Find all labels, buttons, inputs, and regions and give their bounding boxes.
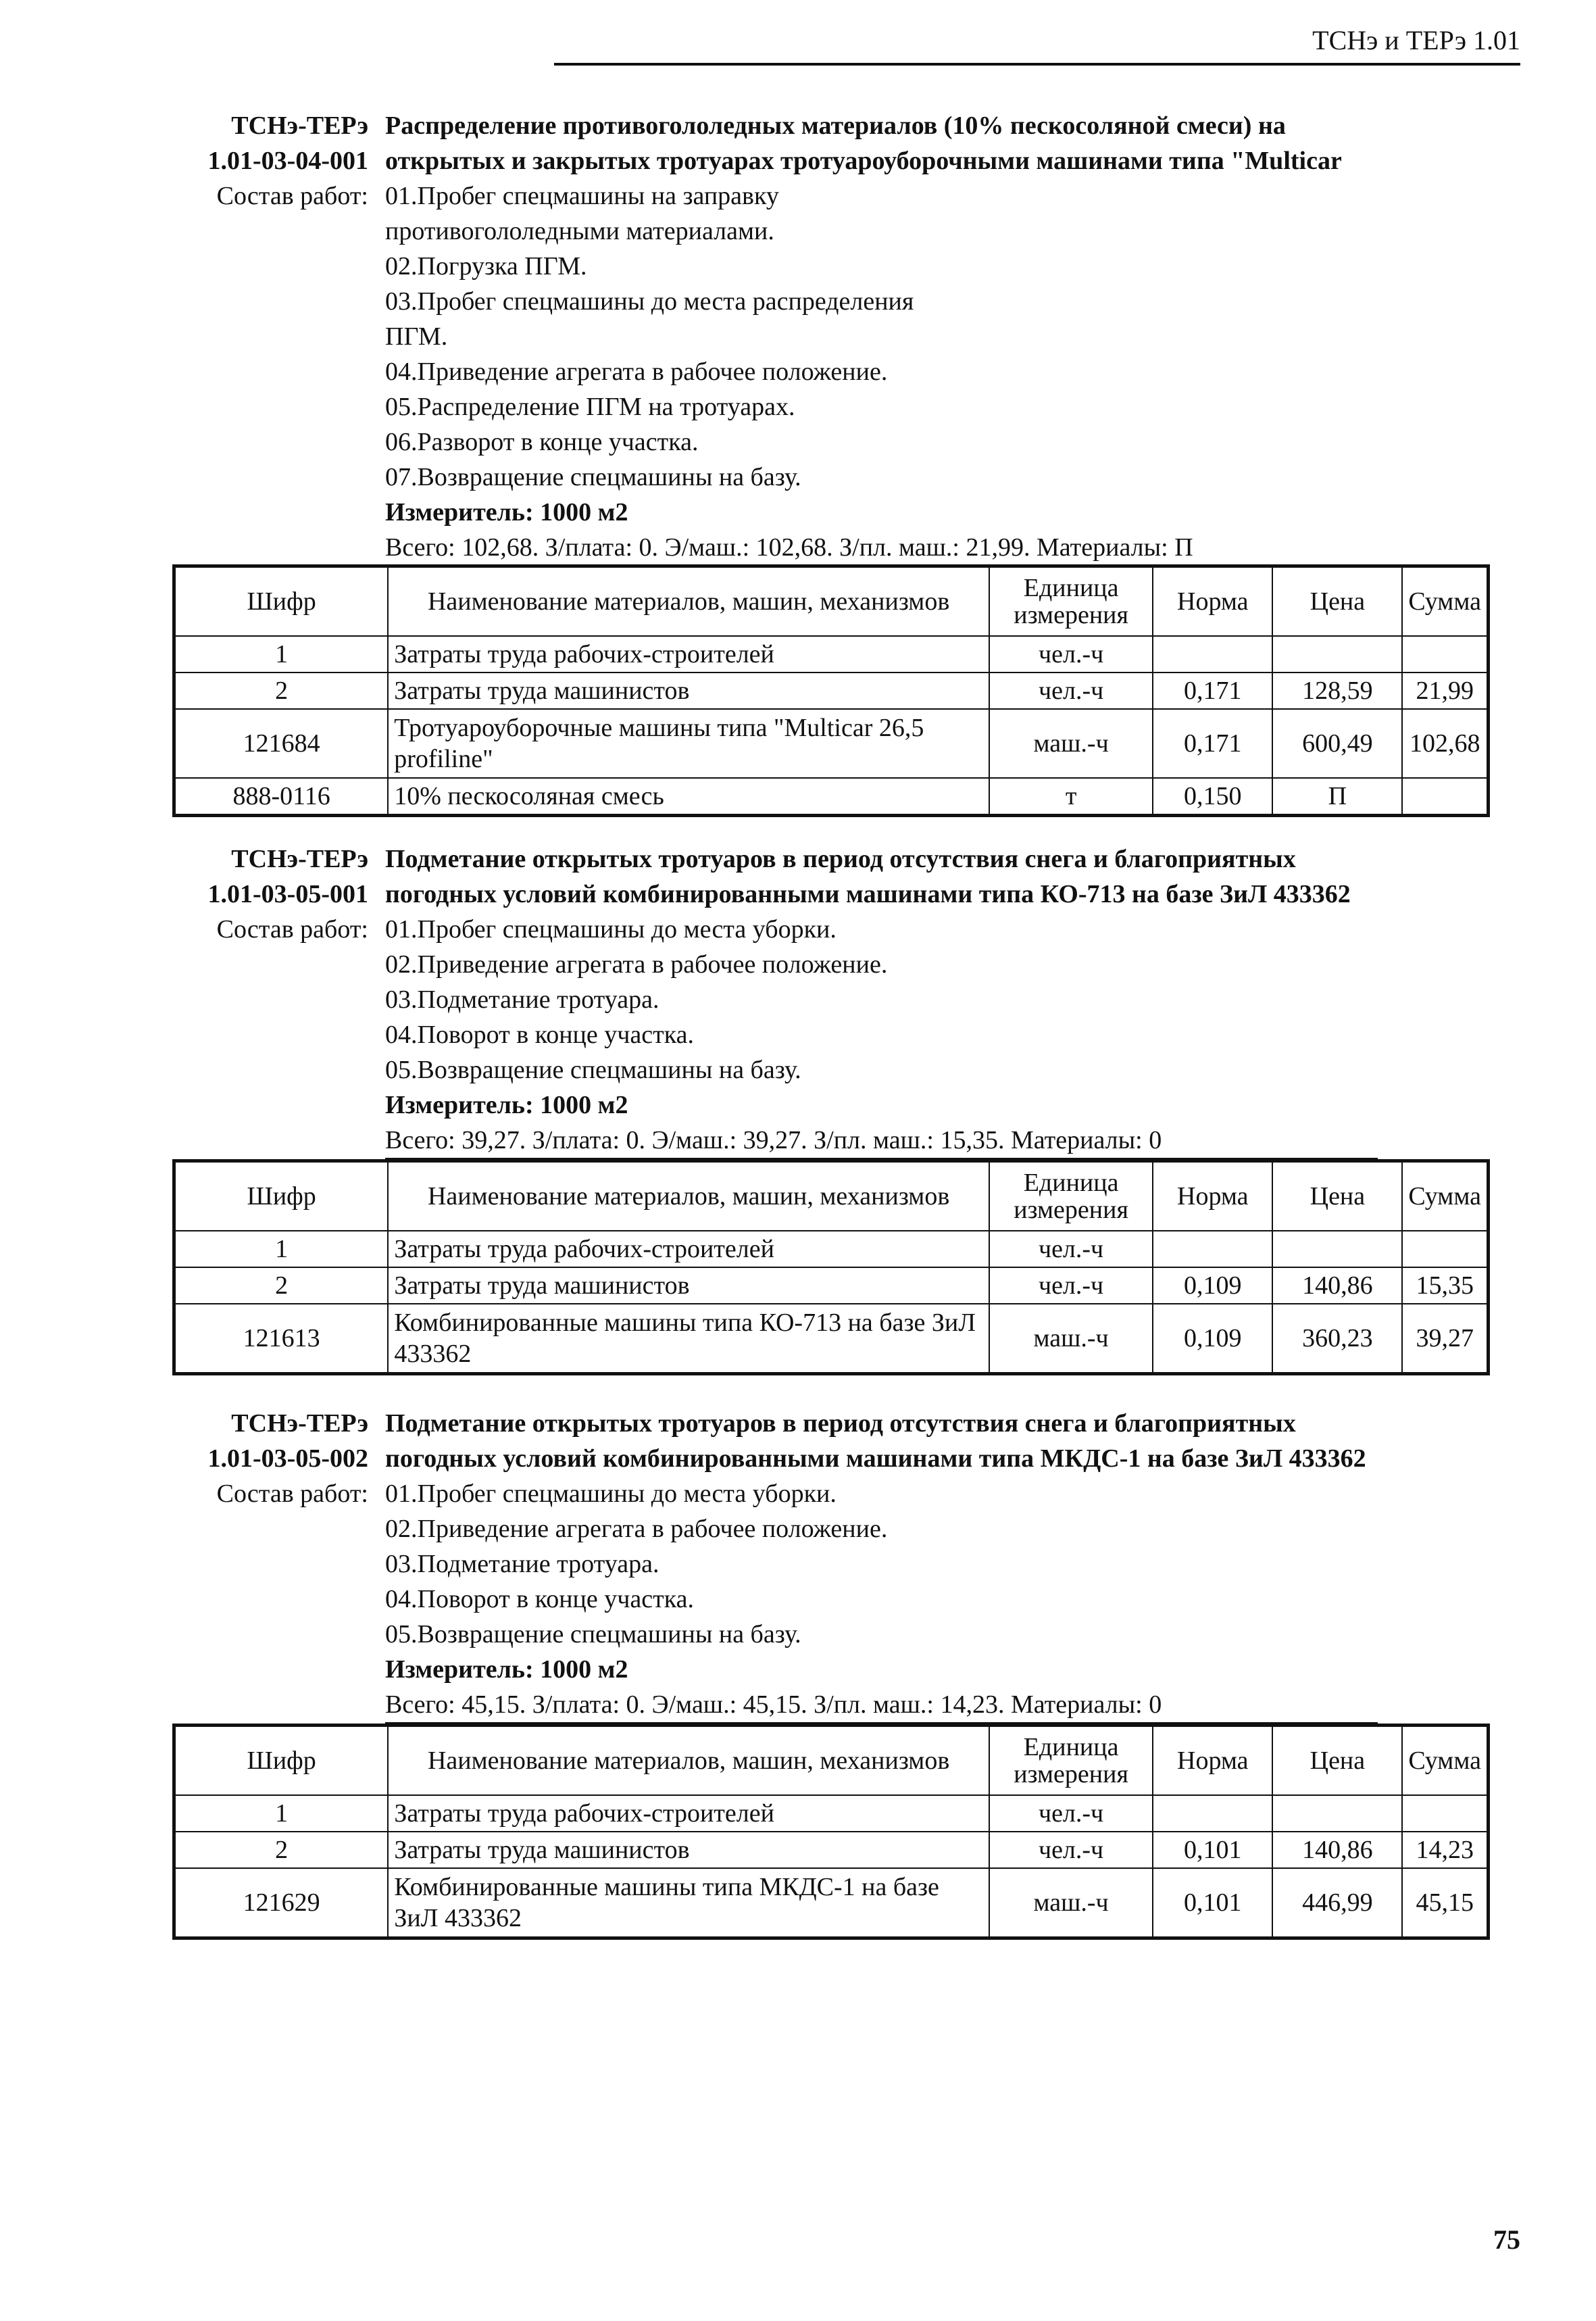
- table-header-row: [174, 1161, 1489, 1231]
- norm-title-line: Распределение противогололедных материалов (10% пескосоляной смеси) на: [385, 112, 1286, 140]
- cell-sum: [1402, 1795, 1488, 1832]
- cell-name: Затраты труда машинистов: [388, 1267, 989, 1304]
- cell-sum: 21,99: [1402, 673, 1488, 709]
- cell-unit: чел.-ч: [989, 673, 1153, 709]
- work-item: 04.Поворот в конце участка.: [385, 1021, 694, 1049]
- page-number: 75: [1493, 2224, 1520, 2255]
- cell-code: 888-0116: [174, 778, 389, 816]
- cost-summary: Всего: 39,27. З/плата: 0. Э/маш.: 39,27. З/пл. маш.: 15,35. Материалы: 0: [385, 1123, 1378, 1159]
- norm-description: [385, 108, 1480, 566]
- table-row: [174, 1868, 1489, 1938]
- cell-norm: 0,109: [1153, 1267, 1272, 1304]
- table-row: [174, 1304, 1489, 1374]
- norm-code-block: [0, 1406, 368, 1511]
- norm-description: [385, 841, 1480, 1159]
- measure-unit: Измеритель: 1000 м2: [385, 1655, 628, 1684]
- table-row: [174, 1832, 1489, 1868]
- col-header-name: Наименование материалов, машин, механизмов: [388, 1161, 989, 1231]
- table-row: [174, 636, 1489, 673]
- work-item: 04.Поворот в конце участка.: [385, 1585, 694, 1613]
- cell-price: 128,59: [1272, 673, 1402, 709]
- cell-price: 360,23: [1272, 1304, 1402, 1374]
- col-header-norm: Норма: [1153, 1726, 1272, 1796]
- norm-description: [385, 1406, 1480, 1724]
- work-item: 05.Возвращение спецмашины на базу.: [385, 1056, 801, 1084]
- composition-label: Состав работ:: [216, 1480, 368, 1508]
- col-header-norm: Норма: [1153, 566, 1272, 637]
- cell-name: Затраты труда рабочих-строителей: [388, 1795, 989, 1832]
- work-item: 06.Разворот в конце участка.: [385, 428, 699, 456]
- cell-unit: чел.-ч: [989, 1231, 1153, 1267]
- cell-norm: 0,109: [1153, 1304, 1272, 1374]
- work-item: 05.Распределение ПГМ на тротуарах.: [385, 393, 795, 421]
- col-header-sum: Сумма: [1402, 566, 1488, 637]
- cell-sum: [1402, 636, 1488, 673]
- work-item: 02.Приведение агрегата в рабочее положение.: [385, 950, 888, 979]
- cell-unit: маш.-ч: [989, 709, 1153, 778]
- col-header-unit: Единица измерения: [989, 1161, 1153, 1231]
- cell-sum: 39,27: [1402, 1304, 1488, 1374]
- col-header-code: Шифр: [174, 566, 389, 637]
- cell-norm: [1153, 1231, 1272, 1267]
- cell-name: Затраты труда машинистов: [388, 673, 989, 709]
- table-row: [174, 778, 1489, 816]
- resources-table: [172, 1724, 1490, 1940]
- cost-summary: Всего: 45,15. З/плата: 0. Э/маш.: 45,15. З/пл. маш.: 14,23. Материалы: 0: [385, 1687, 1378, 1724]
- cell-norm: 0,171: [1153, 673, 1272, 709]
- cell-norm: 0,150: [1153, 778, 1272, 816]
- cell-code: 2: [174, 1267, 389, 1304]
- cell-unit: маш.-ч: [989, 1868, 1153, 1938]
- work-item: 01.Пробег спецмашины до места уборки.: [385, 1480, 837, 1508]
- cell-name: Затраты труда рабочих-строителей: [388, 1231, 989, 1267]
- norm-title-line: Подметание открытых тротуаров в период отсутствия снега и благоприятных: [385, 845, 1296, 873]
- cell-name: Тротуароуборочные машины типа "Multicar 26,5 profiline": [388, 709, 989, 778]
- table-header-row: [174, 1726, 1489, 1796]
- cell-price: 140,86: [1272, 1267, 1402, 1304]
- norm-code: 1.01-03-05-002: [207, 1444, 368, 1473]
- norm-prefix: ТСНэ-ТЕРэ: [231, 1409, 368, 1438]
- measure-unit: Измеритель: 1000 м2: [385, 1091, 628, 1119]
- col-header-price: Цена: [1272, 566, 1402, 637]
- cell-code: 121613: [174, 1304, 389, 1374]
- norm-code: 1.01-03-04-001: [207, 147, 368, 175]
- cell-sum: 14,23: [1402, 1832, 1488, 1868]
- work-item: 02.Погрузка ПГМ.: [385, 252, 587, 280]
- cell-unit: чел.-ч: [989, 1795, 1153, 1832]
- col-header-norm: Норма: [1153, 1161, 1272, 1231]
- table-row: [174, 673, 1489, 709]
- col-header-sum: Сумма: [1402, 1726, 1488, 1796]
- cell-name: Комбинированные машины типа МКДС-1 на базе ЗиЛ 433362: [388, 1868, 989, 1938]
- work-item: 03.Подметание тротуара.: [385, 985, 659, 1014]
- col-header-unit: Единица измерения: [989, 1726, 1153, 1796]
- composition-label: Состав работ:: [216, 182, 368, 210]
- cell-norm: 0,101: [1153, 1868, 1272, 1938]
- cell-norm: [1153, 1795, 1272, 1832]
- cell-price: 140,86: [1272, 1832, 1402, 1868]
- cell-code: 121629: [174, 1868, 389, 1938]
- norm-code: 1.01-03-05-001: [207, 880, 368, 908]
- resources-table: [172, 1159, 1490, 1375]
- cell-unit: т: [989, 778, 1153, 816]
- work-item: 03.Пробег спецмашины до места распределения: [385, 287, 914, 316]
- norm-code-block: [0, 108, 368, 214]
- cell-price: П: [1272, 778, 1402, 816]
- series-title: ТСНэ и ТЕРэ 1.01: [1312, 25, 1520, 55]
- cell-code: 2: [174, 1832, 389, 1868]
- cell-code: 1: [174, 1795, 389, 1832]
- norm-title-line: погодных условий комбинированными машинами типа КО-713 на базе ЗиЛ 433362: [385, 880, 1351, 908]
- table-header-row: [174, 566, 1489, 637]
- col-header-sum: Сумма: [1402, 1161, 1488, 1231]
- norm-code-block: [0, 841, 368, 947]
- work-item: 02.Приведение агрегата в рабочее положение.: [385, 1515, 888, 1543]
- cell-sum: [1402, 1231, 1488, 1267]
- cell-sum: [1402, 778, 1488, 816]
- col-header-name: Наименование материалов, машин, механизмов: [388, 1726, 989, 1796]
- norm-title-line: погодных условий комбинированными машинами типа МКДС-1 на базе ЗиЛ 433362: [385, 1444, 1366, 1473]
- work-item: 05.Возвращение спецмашины на базу.: [385, 1620, 801, 1648]
- cell-norm: 0,171: [1153, 709, 1272, 778]
- cell-unit: чел.-ч: [989, 636, 1153, 673]
- cell-norm: [1153, 636, 1272, 673]
- work-item: 07.Возвращение спецмашины на базу.: [385, 463, 801, 491]
- cell-norm: 0,101: [1153, 1832, 1272, 1868]
- cell-code: 2: [174, 673, 389, 709]
- table-row: [174, 1795, 1489, 1832]
- resources-table: [172, 564, 1490, 817]
- work-item: противогололедными материалами.: [385, 217, 774, 245]
- cell-unit: маш.-ч: [989, 1304, 1153, 1374]
- work-item: 04.Приведение агрегата в рабочее положение.: [385, 358, 888, 386]
- table-row: [174, 1267, 1489, 1304]
- page-header: [554, 24, 1520, 66]
- col-header-unit: Единица измерения: [989, 566, 1153, 637]
- cell-sum: 45,15: [1402, 1868, 1488, 1938]
- col-header-price: Цена: [1272, 1726, 1402, 1796]
- work-item: 01.Пробег спецмашины на заправку: [385, 182, 779, 210]
- cell-sum: 102,68: [1402, 709, 1488, 778]
- norm-title-line: открытых и закрытых тротуарах тротуароуборочными машинами типа "Multicar: [385, 147, 1342, 175]
- cell-unit: чел.-ч: [989, 1267, 1153, 1304]
- composition-label: Состав работ:: [216, 915, 368, 944]
- cell-name: Комбинированные машины типа КО-713 на базе ЗиЛ 433362: [388, 1304, 989, 1374]
- cell-name: 10% пескосоляная смесь: [388, 778, 989, 816]
- cell-code: 1: [174, 636, 389, 673]
- col-header-code: Шифр: [174, 1726, 389, 1796]
- cost-summary: Всего: 102,68. З/плата: 0. Э/маш.: 102,68. З/пл. маш.: 21,99. Материалы: П: [385, 530, 1410, 566]
- cell-price: 600,49: [1272, 709, 1402, 778]
- work-item: ПГМ.: [385, 322, 448, 351]
- cell-price: [1272, 636, 1402, 673]
- cell-code: 1: [174, 1231, 389, 1267]
- table-row: [174, 709, 1489, 778]
- cell-name: Затраты труда рабочих-строителей: [388, 636, 989, 673]
- cell-unit: чел.-ч: [989, 1832, 1153, 1868]
- measure-unit: Измеритель: 1000 м2: [385, 498, 628, 527]
- col-header-price: Цена: [1272, 1161, 1402, 1231]
- cell-price: [1272, 1795, 1402, 1832]
- cell-price: [1272, 1231, 1402, 1267]
- norm-prefix: ТСНэ-ТЕРэ: [231, 845, 368, 873]
- work-item: 01.Пробег спецмашины до места уборки.: [385, 915, 837, 944]
- work-item: 03.Подметание тротуара.: [385, 1550, 659, 1578]
- norm-prefix: ТСНэ-ТЕРэ: [231, 112, 368, 140]
- norm-title-line: Подметание открытых тротуаров в период отсутствия снега и благоприятных: [385, 1409, 1296, 1438]
- cell-sum: 15,35: [1402, 1267, 1488, 1304]
- cell-name: Затраты труда машинистов: [388, 1832, 989, 1868]
- table-row: [174, 1231, 1489, 1267]
- col-header-code: Шифр: [174, 1161, 389, 1231]
- cell-price: 446,99: [1272, 1868, 1402, 1938]
- cell-code: 121684: [174, 709, 389, 778]
- col-header-name: Наименование материалов, машин, механизмов: [388, 566, 989, 637]
